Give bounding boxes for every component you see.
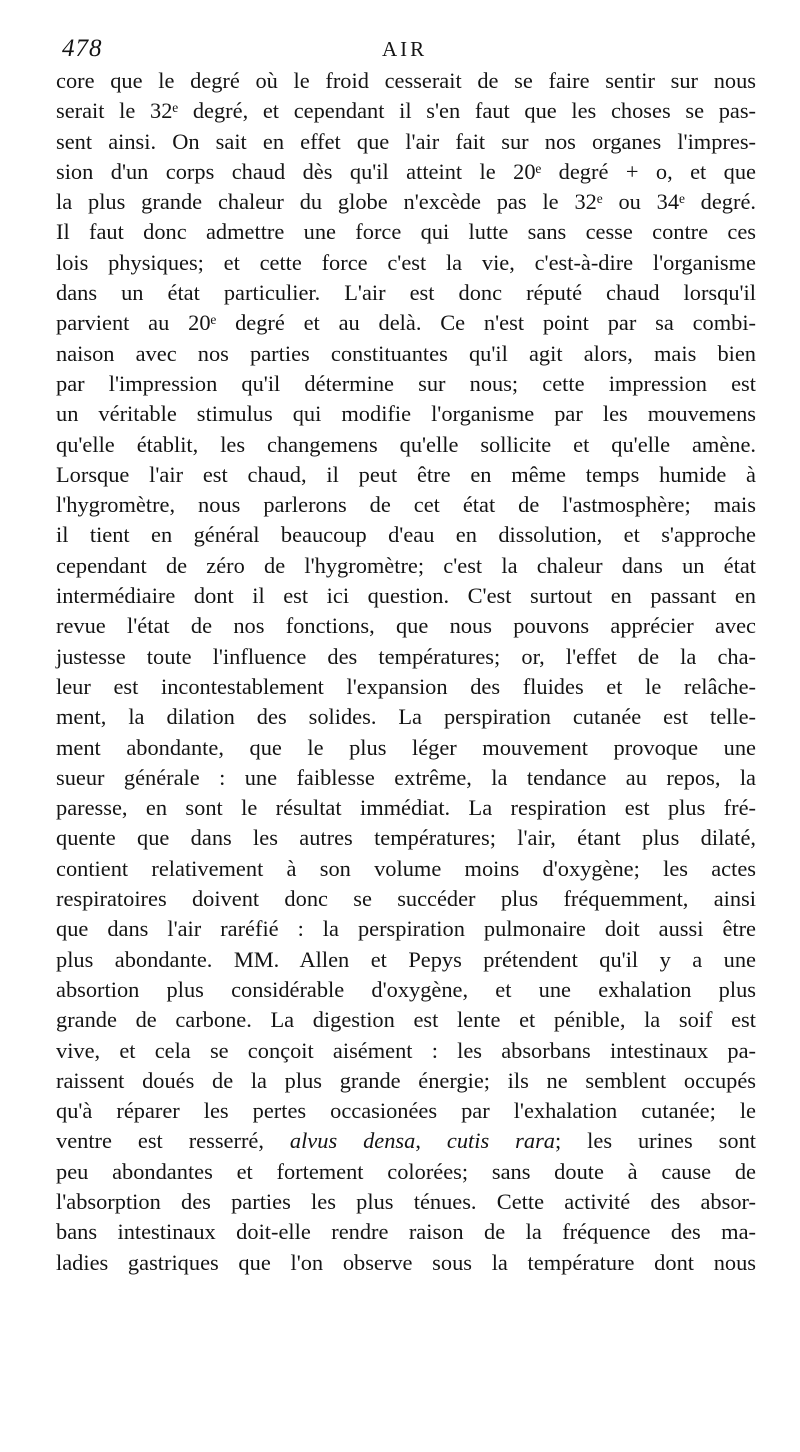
text-line: que dans l'air raréfié : la perspiration pulmonaire doit aussi être (56, 916, 756, 942)
page-header (62, 32, 756, 66)
text-line: dans un état particulier. L'air est donc réputé chaud lorsqu'il (56, 280, 756, 306)
text-line: absortion plus considérable d'oxygène, et une exhalation plus (56, 976, 756, 1002)
text-line: quente que dans les autres températures; l'air, étant plus dilaté, (56, 825, 756, 851)
text-line: parvient au 20ᵉ degré et au delà. Ce n'est point par sa combi- (56, 310, 756, 336)
text-line: intermédiaire dont il est ici question. C'est surtout en passant en (56, 583, 756, 609)
text-line: sent ainsi. On sait en effet que l'air fait sur nos organes l'impres- (56, 128, 756, 154)
text-line: core que le degré où le froid cesserait de se faire sentir sur nous (56, 68, 756, 93)
text-line: qu'à réparer les pertes occasionées par l'exhalation cutanée; le (56, 1098, 756, 1124)
text-line: raissent doués de la plus grande énergie; ils ne semblent occupés (56, 1067, 756, 1093)
text-line: cependant de zéro de l'hygromètre; c'est la chaleur dans un état (56, 552, 756, 578)
page-number: 478 (62, 35, 103, 62)
text-line: leur est incontestablement l'expansion des fluides et le relâche- (56, 673, 756, 699)
text-line: l'hygromètre, nous parlerons de cet état de l'astmosphère; mais (56, 492, 756, 518)
text-line: ventre est resserré, alvus densa, cutis rara; les urines sont (56, 1128, 756, 1154)
text-line: par l'impression qu'il détermine sur nous; cette impression est (56, 370, 756, 396)
text-line: Lorsque l'air est chaud, il peut être en même temps humide à (56, 461, 756, 487)
text-line: justesse toute l'influence des températures; or, l'effet de la cha- (56, 643, 756, 669)
text-line: Il faut donc admettre une force qui lutte sans cesse contre ces (56, 219, 756, 245)
running-head: AIR (382, 37, 428, 61)
text-line: ladies gastriques que l'on observe sous la température dont nous (56, 1249, 756, 1275)
text-line: revue l'état de nos fonctions, que nous pouvons apprécier avec (56, 613, 756, 639)
text-line: qu'elle établit, les changemens qu'elle sollicite et qu'elle amène. (56, 431, 756, 457)
text-line: sueur générale : une faiblesse extrême, la tendance au repos, la (56, 764, 756, 790)
text-line: la plus grande chaleur du globe n'excède pas le 32ᵉ ou 34ᵉ degré. (56, 189, 756, 215)
text-line: il tient en général beaucoup d'eau en dissolution, et s'approche (56, 522, 756, 548)
text-line: plus abondante. MM. Allen et Pepys prétendent qu'il y a une (56, 946, 756, 972)
text-line: naison avec nos parties constituantes qu'il agit alors, mais bien (56, 340, 756, 366)
text-line: lois physiques; et cette force c'est la vie, c'est-à-dire l'organisme (56, 249, 756, 275)
text-line: serait le 32ᵉ degré, et cependant il s'en faut que les choses se pas- (56, 98, 756, 124)
text-line: ment abondante, que le plus léger mouvement provoque une (56, 734, 756, 760)
text-line: grande de carbone. La digestion est lente et pénible, la soif est (56, 1007, 756, 1033)
text-line: sion d'un corps chaud dès qu'il atteint le 20ᵉ degré + o, et que (56, 158, 756, 184)
text-line: respiratoires doivent donc se succéder plus fréquemment, ainsi (56, 886, 756, 912)
text-line: bans intestinaux doit-elle rendre raison de la fréquence des ma- (56, 1219, 756, 1245)
text-line: un véritable stimulus qui modifie l'organisme par les mouvemens (56, 401, 756, 427)
text-line: contient relativement à son volume moins d'oxygène; les actes (56, 855, 756, 881)
text-line: paresse, en sont le résultat immédiat. La respiration est plus fré- (56, 795, 756, 821)
text-line: peu abondantes et fortement colorées; sans doute à cause de (56, 1158, 756, 1184)
text-line: l'absorption des parties les plus ténues. Cette activité des absor- (56, 1188, 756, 1214)
text-line: vive, et cela se conçoit aisément : les absorbans intestinaux pa- (56, 1037, 756, 1063)
body-text (56, 66, 756, 1278)
text-line: ment, la dilation des solides. La perspiration cutanée est telle- (56, 704, 756, 730)
